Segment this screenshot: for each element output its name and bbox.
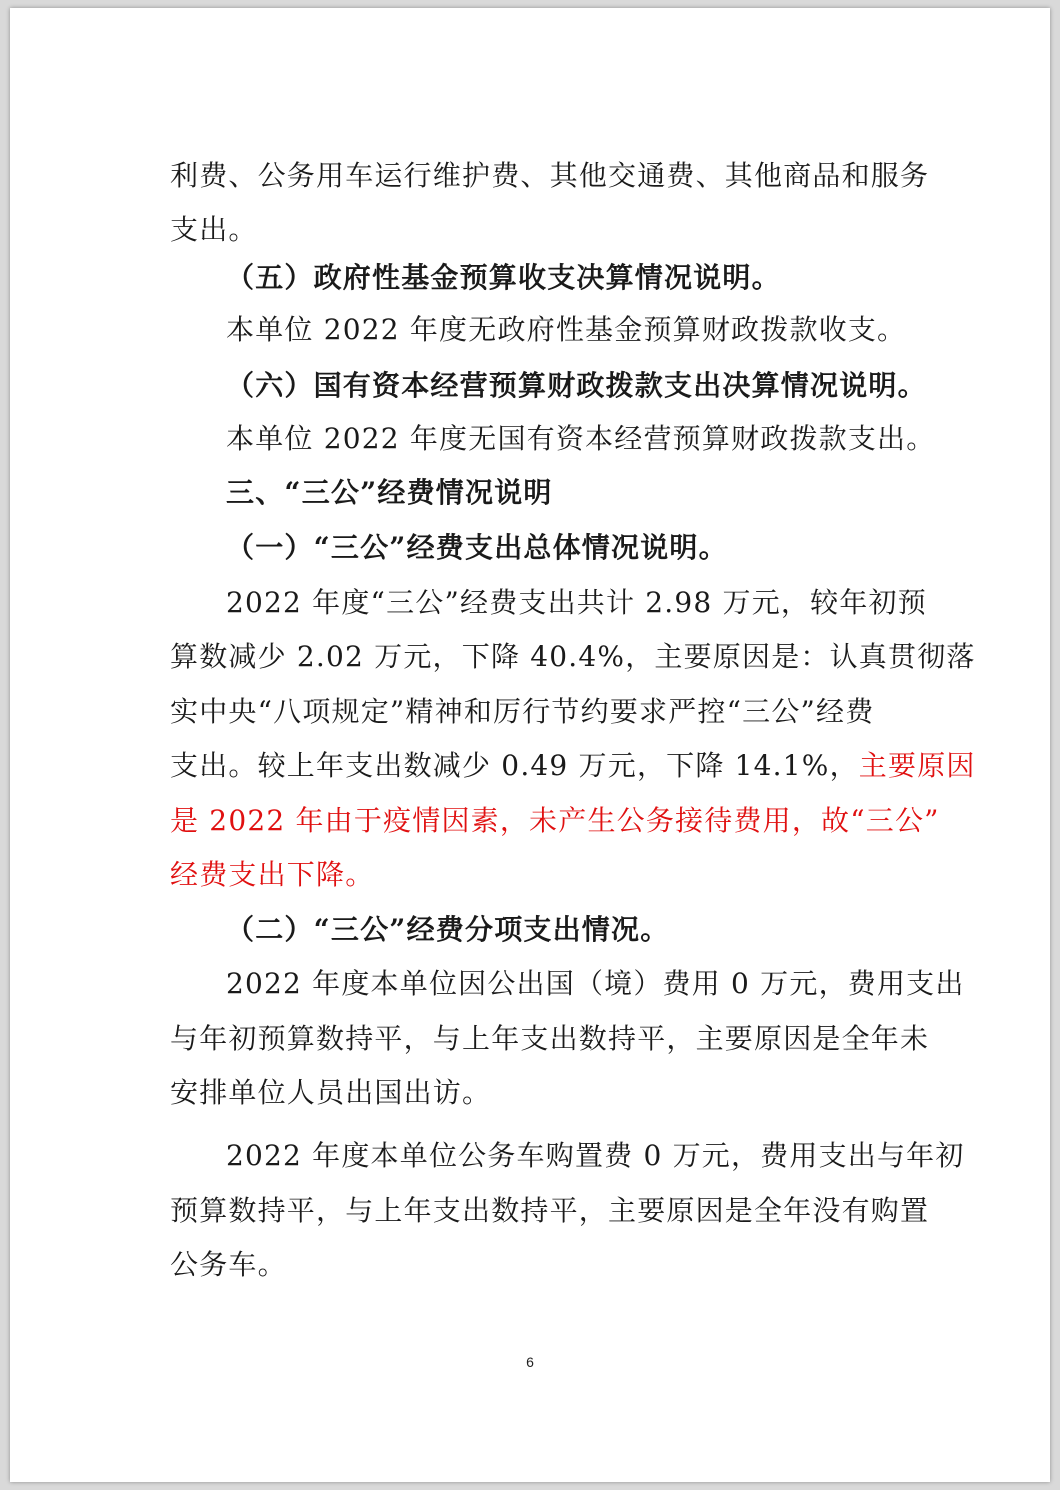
section-heading: （二）“三公”经费分项支出情况。 bbox=[226, 913, 670, 946]
section-heading: （六）国有资本经营预算财政拨款支出决算情况说明。 bbox=[226, 369, 927, 402]
document-page bbox=[10, 8, 1050, 1482]
body-text-line: 算数减少 2.02 万元，下降 40.4%，主要原因是：认真贯彻落 bbox=[170, 640, 976, 673]
body-text-line: 实中央“八项规定”精神和厉行节约要求严控“三公”经费 bbox=[170, 695, 875, 728]
section-heading: 三、“三公”经费情况说明 bbox=[226, 476, 553, 509]
body-text-line: 本单位 2022 年度无国有资本经营预算财政拨款支出。 bbox=[226, 422, 936, 455]
highlighted-text: 主要原因 bbox=[858, 749, 976, 782]
body-text-line: 支出。 bbox=[170, 213, 258, 246]
body-text-line: 预算数持平，与上年支出数持平，主要原因是全年没有购置 bbox=[170, 1194, 930, 1227]
body-text-line: 与年初预算数持平，与上年支出数持平，主要原因是全年未 bbox=[170, 1022, 930, 1055]
body-text-segment: 支出。较上年支出数减少 0.49 万元，下降 14.1%， bbox=[170, 749, 859, 782]
body-text-line: 2022 年度本单位因公出国（境）费用 0 万元，费用支出 bbox=[226, 967, 965, 1000]
highlighted-text-line: 是 2022 年由于疫情因素，未产生公务接待费用，故“三公” bbox=[170, 804, 940, 837]
body-text-line: 本单位 2022 年度无政府性基金预算财政拨款收支。 bbox=[226, 313, 907, 346]
page-number: 6 bbox=[526, 1354, 534, 1370]
body-text-line: 公务车。 bbox=[170, 1248, 287, 1281]
section-heading: （五）政府性基金预算收支决算情况说明。 bbox=[226, 261, 781, 294]
body-text-line: 安排单位人员出国出访。 bbox=[170, 1076, 492, 1109]
highlighted-text-line: 经费支出下降。 bbox=[170, 858, 375, 891]
body-text-line: 利费、公务用车运行维护费、其他交通费、其他商品和服务 bbox=[170, 159, 930, 192]
section-heading: （一）“三公”经费支出总体情况说明。 bbox=[226, 531, 728, 564]
body-text-line: 2022 年度本单位公务车购置费 0 万元，费用支出与年初 bbox=[226, 1139, 965, 1172]
body-text-line bbox=[170, 746, 976, 786]
body-text-line: 2022 年度“三公”经费支出共计 2.98 万元，较年初预 bbox=[226, 586, 927, 619]
